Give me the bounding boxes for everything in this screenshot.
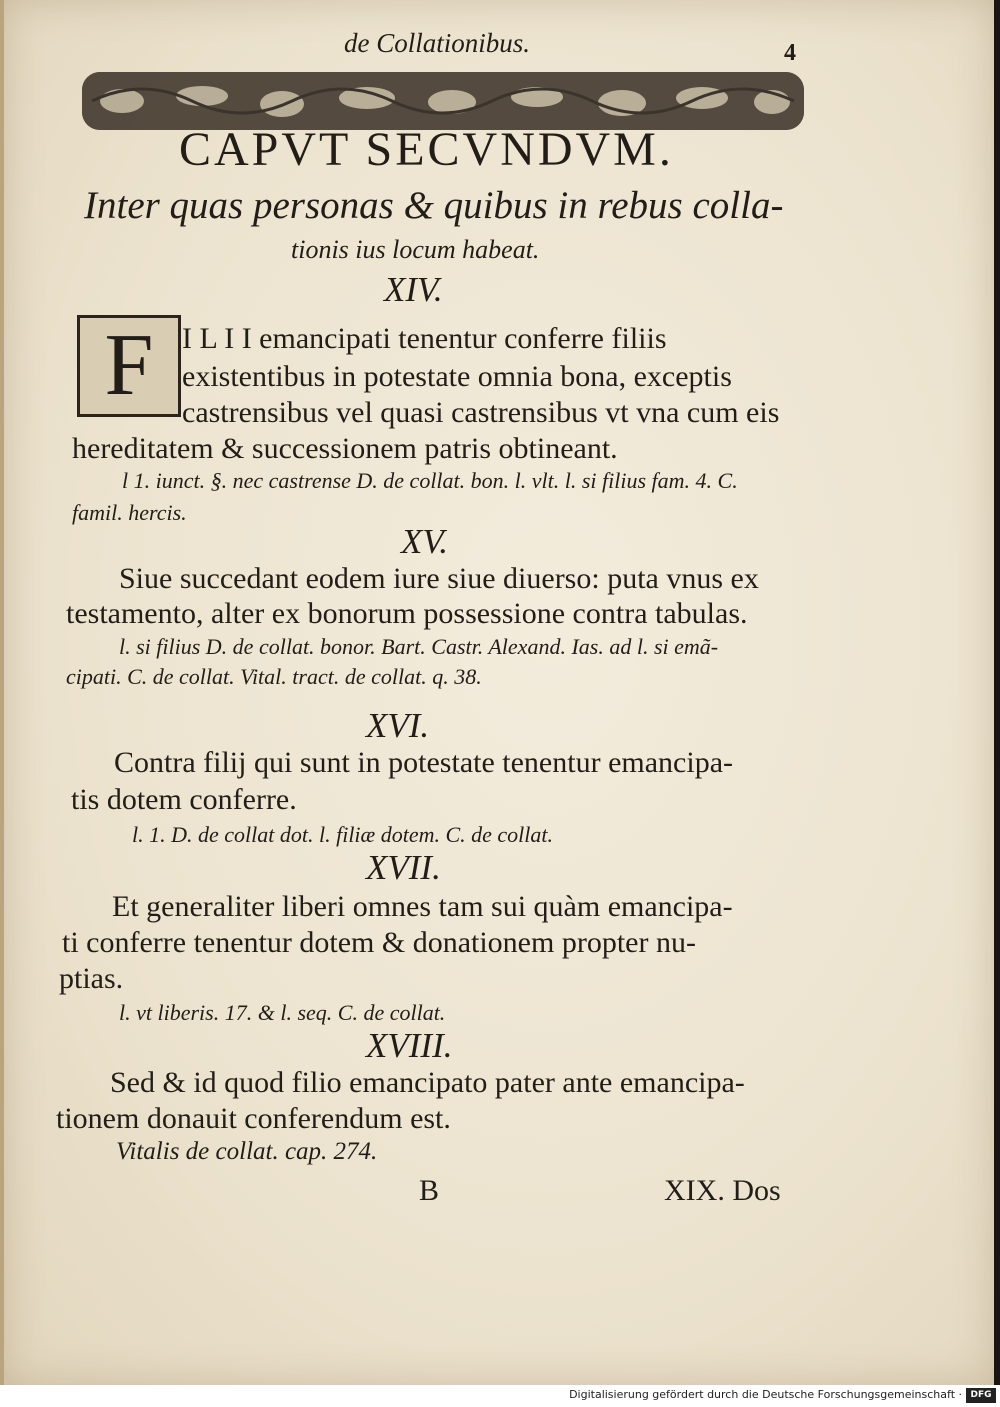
chapter-subtitle-line-2: tionis ius locum habeat. [291,235,540,264]
chapter-subtitle-line-1: Inter quas personas & quibus in rebus colla- [84,184,784,227]
citation-line: cipati. C. de collat. Vital. tract. de collat. q. 38. [66,664,482,689]
dfg-logo: DFG [966,1388,996,1403]
section-number: XVI. [366,706,430,745]
section-number: XVIII. [366,1026,453,1065]
section-number: XV. [401,522,448,561]
section-text-line: castrensibus vel quasi castrensibus vt vna cum eis [182,396,780,429]
section-text-line: Et generaliter liberi omnes tam sui quàm emancipa- [112,890,733,923]
catchword: XIX. Dos [664,1174,781,1207]
section-text-line: existentibus in potestate omnia bona, exceptis [182,360,732,393]
section-text-line: testamento, alter ex bonorum possessione contra tabulas. [66,597,748,630]
section-text-line: ptias. [59,962,124,995]
citation-line: l 1. iunct. §. nec castrense D. de collat. bon. l. vlt. l. si filius fam. 4. C. [122,468,738,493]
running-head: de Collationibus. [344,28,531,58]
citation-line: l. 1. D. de collat dot. l. filiæ dotem. C. de collat. [132,822,554,847]
section-text-line: Siue succedant eodem iure siue diuerso: puta vnus ex [119,562,759,595]
section-text-line: tis dotem conferre. [71,783,297,816]
decorated-initial: F [77,315,181,417]
section-text-line: ti conferre tenentur dotem & donationem propter nu- [62,926,696,959]
citation-line: l. vt liberis. 17. & l. seq. C. de collat. [119,1000,446,1025]
citation-line: famil. hercis. [72,500,187,525]
chapter-title: CAPVT SECVNDVM. [179,123,674,176]
section-number: XIV. [384,270,443,309]
section-text-line: hereditatem & successionem patris obtineant. [72,432,618,465]
signature-mark: B [419,1174,440,1207]
page-number: 4 [784,40,796,66]
section-text-line: Contra filij qui sunt in potestate tenentur emancipa- [114,746,733,779]
digitization-footer [0,1385,1000,1407]
citation-line: Vitalis de collat. cap. 274. [116,1138,378,1165]
citation-line: l. si filius D. de collat. bonor. Bart. Castr. Alexand. Ias. ad l. si emã- [119,634,719,659]
section-text-line: I L I I emancipati tenentur conferre filiis [182,322,667,355]
section-text-line: tionem donauit conferendum est. [56,1102,451,1135]
section-number: XVII. [366,848,441,887]
footer-credit: Digitalisierung gefördert durch die Deutsche Forschungsgemeinschaft · [569,1388,962,1401]
section-text-line: Sed & id quod filio emancipato pater ante emancipa- [110,1066,745,1099]
